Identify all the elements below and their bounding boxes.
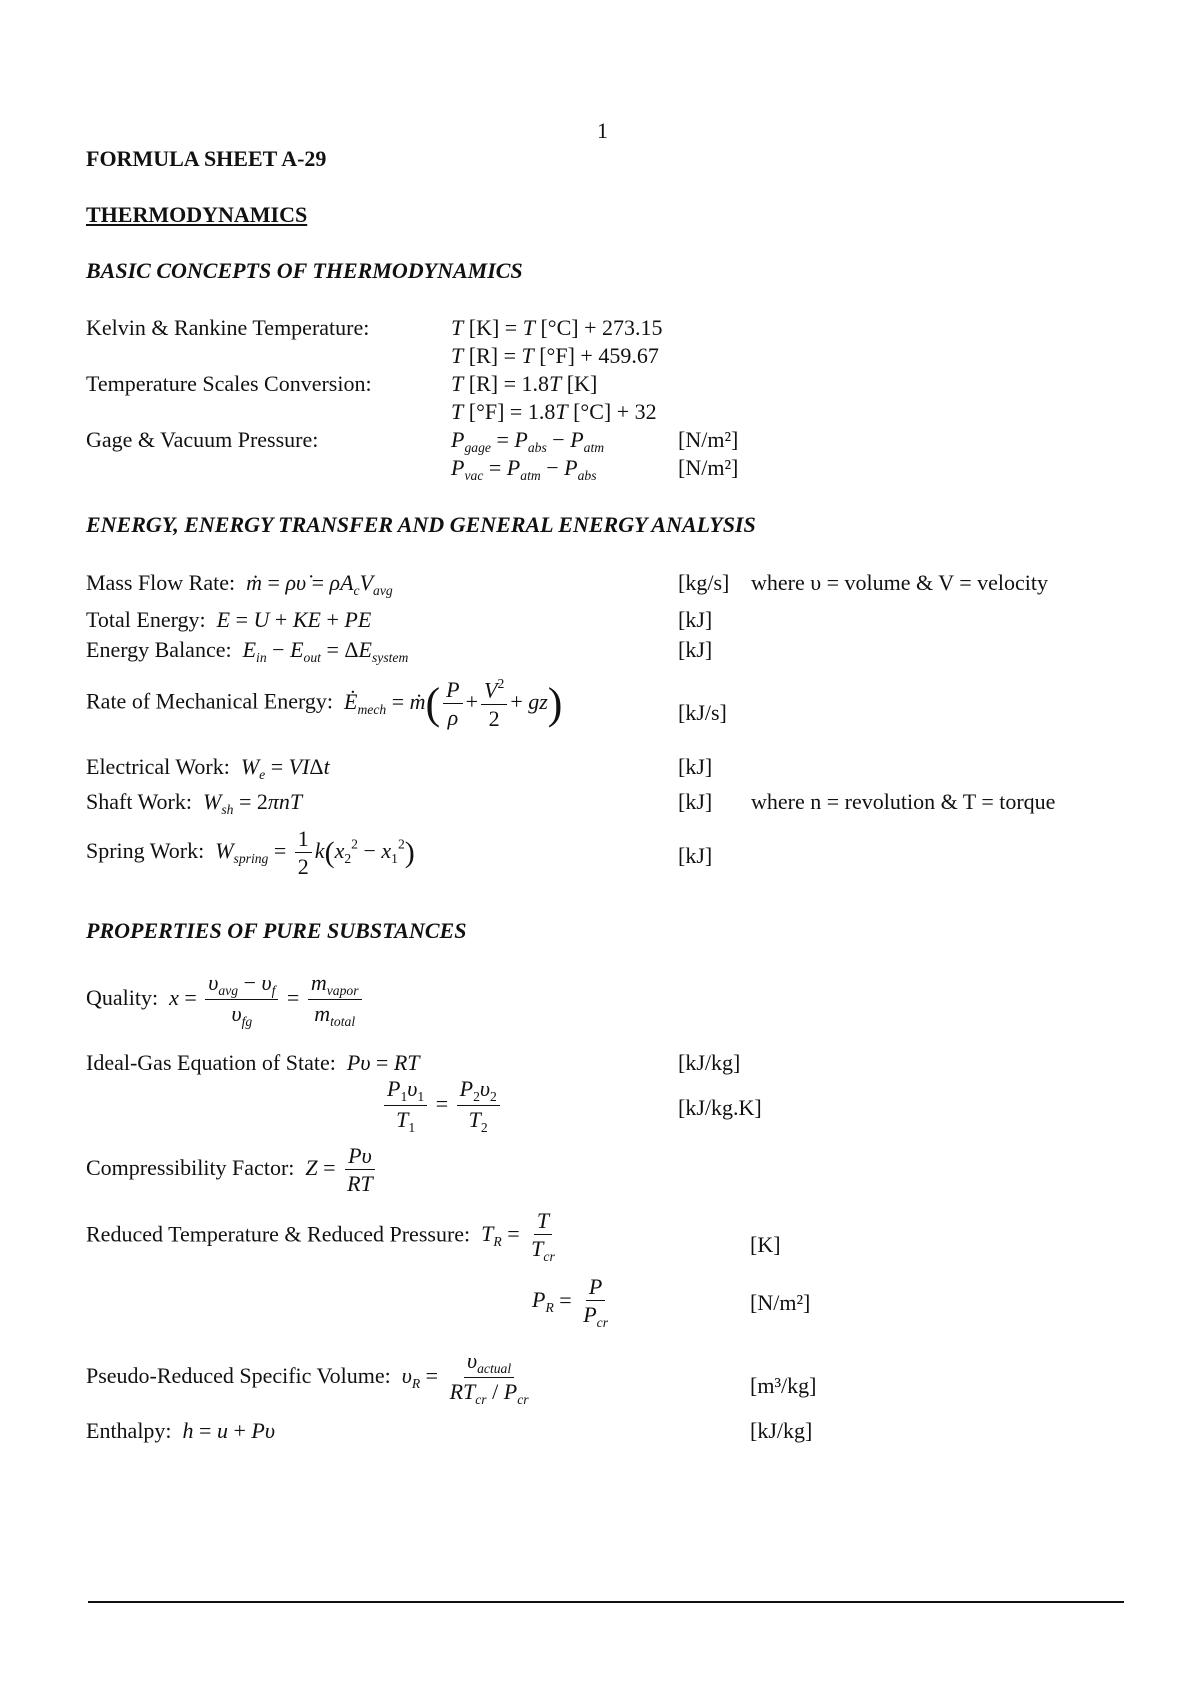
shaft-work-note: where n = revolution & T = torque	[751, 789, 1056, 814]
total-energy-unit: [kJ]	[678, 607, 713, 632]
unit-gage: [N/m²]	[678, 427, 739, 452]
conversion-label: Temperature Scales Conversion:	[86, 371, 372, 396]
formula-mech-energy: $Ė_{mech}$ = ṁ( $\frac{P}{\rho}$ + $\frac{V^2}{2}$ + gz)	[344, 676, 563, 731]
reduced-row	[86, 1208, 561, 1265]
ideal-gas-label: Ideal-Gas Equation of State:	[86, 1050, 336, 1075]
enthalpy-unit: [kJ/kg]	[750, 1418, 813, 1443]
formula-conversion-1: T [R] = 1.8T [K]	[451, 371, 598, 396]
formula-reduced-t: $T_R$ = $\frac{T}{T_{cr}}$	[481, 1208, 555, 1265]
formula-vacuum: $P_{vac} = P_{atm} - P_{abs}$	[451, 455, 597, 483]
page-number: 1	[597, 118, 608, 143]
reduced-t-unit: [K]	[750, 1232, 781, 1257]
unit-vacuum: [N/m²]	[678, 455, 739, 480]
section-heading-energy: ENERGY, ENERGY TRANSFER AND GENERAL ENERGY ANALYSIS	[86, 512, 756, 537]
gage-label: Gage & Vacuum Pressure:	[86, 427, 319, 452]
formula-elec-work: $W_e = VI\Delta t$	[240, 754, 330, 782]
energy-balance-unit: [kJ]	[678, 637, 713, 662]
reduced-p-unit: [N/m²]	[750, 1290, 811, 1315]
shaft-work-unit: [kJ]	[678, 789, 713, 814]
formula-conversion-2: T [°F] = 1.8T [°C] + 32	[451, 399, 657, 424]
formula-enthalpy: h = u + Pυ	[182, 1418, 275, 1443]
spring-work-unit: [kJ]	[678, 843, 713, 868]
formula-kelvin: T [K] = T [°C] + 273.15	[451, 315, 663, 340]
formula-spring-work: $W_{spring}$ = $\frac{1}{2}$ $k(x_2^2 - x_1^2)$	[215, 826, 415, 880]
ideal-gas-unit-2: [kJ/kg.K]	[678, 1095, 762, 1120]
formula-quality: x = $\frac{\upsilon_{avg} - \upsilon_f}{\upsilon_{fg}}$ = $\frac{m_{vapor}}{m_{total}}$	[169, 985, 364, 1010]
elec-work-label: Electrical Work:	[86, 754, 230, 779]
mass-flow-unit: [kg/s]	[678, 570, 730, 595]
kelvin-label: Kelvin & Rankine Temperature:	[86, 315, 370, 340]
formula-compress: Z = $\frac{P\upsilon}{RT}$	[305, 1143, 373, 1197]
formula-ideal-gas-ratio: $\frac{P_1\upsilon_1}{T_1}$ = $\frac{P_2\upsilon_2}{T_2}$	[381, 1076, 503, 1136]
formula-total-energy: E = U + KE + PE	[216, 607, 372, 632]
formula-shaft-work: $W_{sh} = 2\pi nT$	[202, 789, 303, 817]
pseudo-unit: [m³/kg]	[750, 1373, 817, 1398]
subject-title: THERMODYNAMICS	[86, 202, 308, 227]
ideal-gas-unit: [kJ/kg]	[678, 1050, 741, 1075]
section-heading-pure: PROPERTIES OF PURE SUBSTANCES	[86, 918, 467, 943]
mass-flow-row	[86, 570, 393, 599]
pseudo-label: Pseudo-Reduced Specific Volume:	[86, 1362, 391, 1388]
footer-rule	[88, 1601, 1124, 1603]
section-heading-basic: BASIC CONCEPTS OF THERMODYNAMICS	[86, 258, 523, 283]
spring-work-row	[86, 826, 415, 880]
mech-energy-row	[86, 676, 562, 731]
total-energy-row	[86, 607, 371, 633]
mech-energy-unit: [kJ/s]	[678, 700, 727, 725]
elec-work-row	[86, 754, 330, 783]
quality-label: Quality:	[86, 984, 159, 1010]
formula-gage: $P_{gage} = P_{abs} - P_{atm}$	[451, 427, 605, 455]
energy-balance-label: Energy Balance:	[86, 637, 232, 662]
spring-work-label: Spring Work:	[86, 837, 205, 863]
sheet-title: FORMULA SHEET A-29	[86, 146, 327, 171]
formula-reduced-p: $P_R$ = $\frac{P}{P_{cr}}$	[532, 1274, 609, 1331]
formula-rankine: T [R] = T [°F] + 459.67	[451, 343, 659, 368]
mass-flow-note: where υ = volume & V = velocity	[751, 570, 1049, 595]
formula-mass-flow: ṁ = ρυ̇ = $\rho A_cV_{avg}$	[246, 570, 393, 598]
formula-energy-balance: $E_{in} - E_{out} = \Delta E_{system}$	[242, 637, 409, 665]
mass-flow-label: Mass Flow Rate:	[86, 570, 236, 595]
compress-row	[86, 1143, 379, 1197]
total-energy-label: Total Energy:	[86, 607, 206, 632]
quality-row	[86, 970, 365, 1030]
energy-balance-row	[86, 637, 408, 666]
enthalpy-row	[86, 1418, 275, 1444]
enthalpy-label: Enthalpy:	[86, 1418, 172, 1443]
formula-ideal-gas: Pυ = RT	[346, 1050, 420, 1075]
mech-energy-label: Rate of Mechanical Energy:	[86, 688, 333, 714]
elec-work-unit: [kJ]	[678, 754, 713, 779]
compress-label: Compressibility Factor:	[86, 1154, 295, 1180]
pseudo-row	[86, 1348, 535, 1408]
shaft-work-label: Shaft Work:	[86, 789, 192, 814]
ideal-gas-row	[86, 1050, 420, 1076]
formula-pseudo: $\upsilon_R$ = $\frac{\upsilon_{actual}}{RT_{cr} / P_{cr}}$	[401, 1348, 529, 1408]
reduced-label: Reduced Temperature & Reduced Pressure:	[86, 1221, 471, 1247]
shaft-work-row	[86, 789, 302, 818]
